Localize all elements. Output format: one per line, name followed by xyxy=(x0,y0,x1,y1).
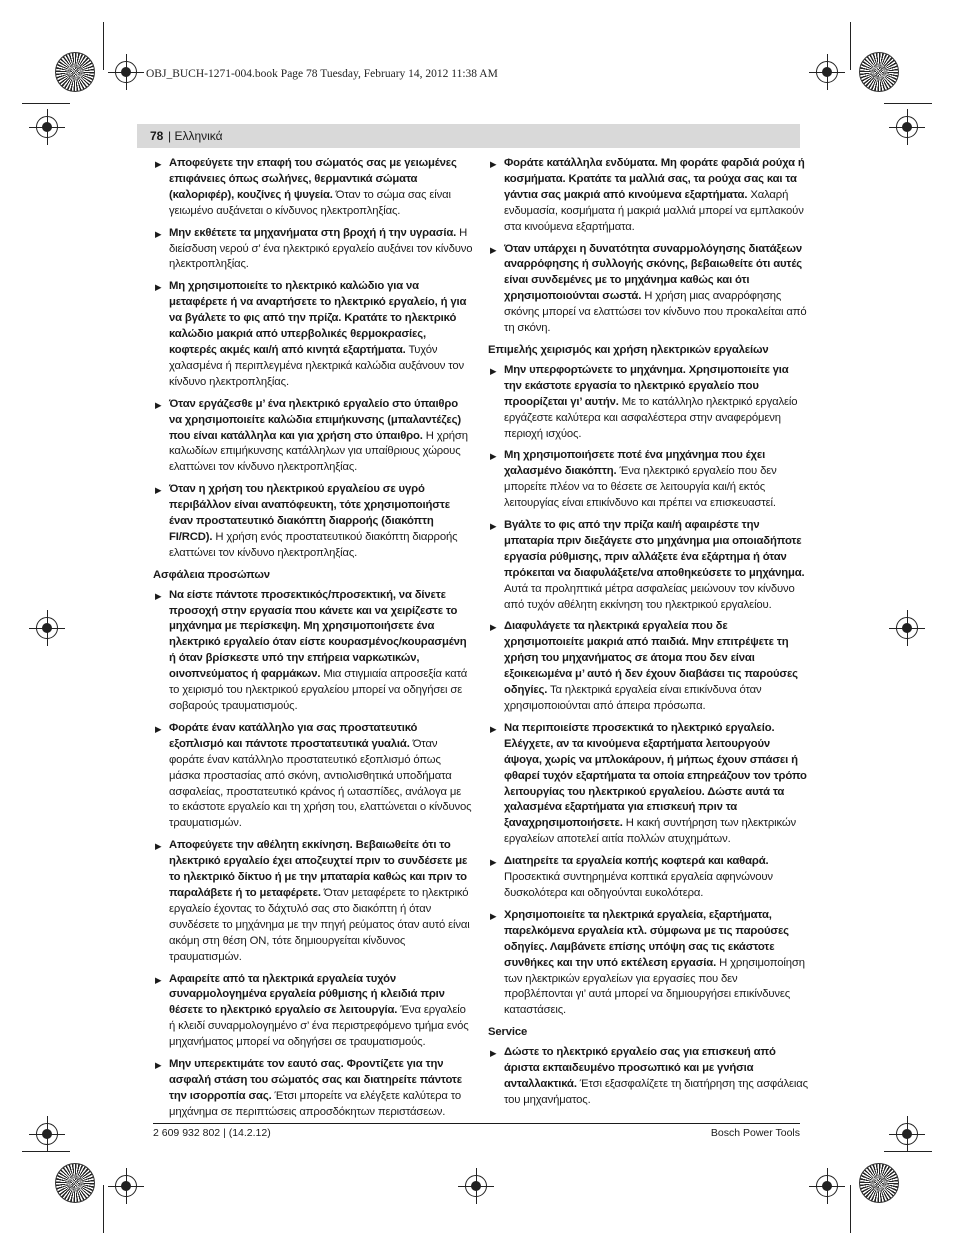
instruction-explanation: Έτσι εξασφαλίζετε τη διατήρηση της ασφάλειας του μηχανήματος. xyxy=(504,1077,808,1106)
safety-instruction xyxy=(488,156,808,236)
registration-mark-icon xyxy=(896,1123,918,1145)
instruction-emphasis: Διατηρείτε τα εργαλεία κοπής κοφτερά και καθαρά. xyxy=(504,855,769,868)
registration-mark-icon xyxy=(36,116,58,138)
instruction-emphasis: Διαφυλάγετε τα ηλεκτρικά εργαλεία που δε χρησιμοποιείτε μακριά από παιδιά. Μην επιτρέψετε τη χρήση του μηχανήματος σε άτομα που δεν είναι εξοικειωμένα μ’ αυτό ή δεν έχουν διαβάσει τις παρούσες οδηγίες. xyxy=(504,620,798,697)
safety-instruction xyxy=(488,242,808,337)
instruction-explanation: Προσεκτικά συντηρημένα κοπτικά εργαλεία αφηνώνουν δυσκολότερα και οδηγούνται ευκολότερα. xyxy=(504,871,773,899)
color-bar-star-icon xyxy=(55,52,95,92)
instruction-emphasis: Δώστε το ηλεκτρικό εργαλείο σας για επισκευή από άριστα εκπαιδευμένο προσωπικό και με γνήσια ανταλλακτικά. xyxy=(504,1046,776,1090)
safety-instruction xyxy=(153,482,473,562)
instruction-emphasis: Χρησιμοποιείτε τα ηλεκτρικά εργαλεία, εξαρτήματα, παρελκόμενα εργαλεία κτλ. σύμφωνα με τις παρούσες οδηγίες. Λαμβάνετε επίσης υπόψη σας τις εκάστοτε συνθήκες και την υπό εκτέλεση εργασία. xyxy=(504,908,789,969)
footer-brand: Bosch Power Tools xyxy=(710,1127,800,1139)
crop-mark xyxy=(850,1185,851,1233)
crop-mark xyxy=(850,22,851,70)
registration-mark-icon xyxy=(115,1175,137,1197)
instruction-explanation: Η κακή συντήρηση των ηλεκτρικών εργαλείων αποτελεί αιτία πολλών ατυχημάτων. xyxy=(504,817,797,846)
color-bar-star-icon xyxy=(55,1163,95,1203)
crop-mark xyxy=(103,22,104,70)
color-bar-star-icon xyxy=(859,52,899,92)
safety-instruction xyxy=(488,518,808,613)
safety-instruction xyxy=(488,619,808,714)
instruction-explanation: Η χρήση ενός προστατευτικού διακόπτη διαρροής ελαττώνει τον κίνδυνο ηλεκτροπληξίας. xyxy=(169,530,458,559)
instruction-emphasis: Να περιποιείστε προσεκτικά το ηλεκτρικό εργαλείο. Ελέγχετε, αν τα κινούμενα εξαρτήματα λειτουργούν άψογα, χωρίς να μπλοκάρουν, ή μήπως έχουν σπάσει ή φθαρεί τυχόν εξαρτήματα τα οποία επηρεάζουν τον τρόπο λειτουργίας του ηλεκτρικού εργαλείου. Δώστε αυτά τα χαλασμένα εξαρτήματα για επισκευή πριν τα ξαναχρησιμοποιήσετε. xyxy=(504,721,807,830)
page-language: | Ελληνικά xyxy=(168,129,223,143)
safety-instruction xyxy=(488,363,808,443)
safety-instruction xyxy=(153,838,473,965)
instruction-emphasis: Μην εκθέτετε τα μηχανήματα στη βροχή ή την υγρασία. xyxy=(169,226,457,239)
safety-instruction xyxy=(153,721,473,832)
instruction-explanation: Ένα ηλεκτρικό εργαλείο που δεν μπορείτε πλέον να το θέσετε σε λειτουργία και/ή εκτός λειτουργίας είναι επικίνδυνο και πρέπει να επισκευαστεί. xyxy=(504,465,777,510)
instruction-emphasis: Μην υπερφορτώνετε το μηχάνημα. Χρησιμοποιείτε για την εκάστοτε εργασία το ηλεκτρικό εργαλείο που προορίζεται γι’ αυτήν. xyxy=(504,363,789,408)
instruction-explanation: Χαλαρή ενδυμασία, κοσμήματα ή μακριά μαλλιά μπορεί να εμπλακούν στα κινούμενα εξαρτήματα. xyxy=(504,188,804,233)
safety-instruction xyxy=(153,397,473,477)
instruction-explanation: Έτσι μπορείτε να ελέγξετε καλύτερα το μηχάνημα σε περιπτώσεις απροσδόκητων περιστάσεων. xyxy=(169,1089,462,1118)
instruction-emphasis: Όταν η χρήση του ηλεκτρικού εργαλείου σε υγρό περιβάλλον είναι αναπόφευκτη, τότε χρησιμοποιήστε έναν προστατευτικό διακόπτη διαρροής (διακόπτη FI/RCD). xyxy=(169,483,450,543)
page-number: 78 xyxy=(150,129,164,143)
footer-rule xyxy=(153,1123,800,1124)
instruction-emphasis: Αποφεύγετε την επαφή του σώματός σας με γειωμένες επιφάνειες όπως σωλήνες, θερμαντικά σώματα (καλοριφέρ), κουζίνες ή ψυγεία. xyxy=(169,157,457,201)
registration-mark-icon xyxy=(896,116,918,138)
safety-instruction xyxy=(153,1057,473,1121)
safety-instruction xyxy=(153,279,473,390)
instruction-explanation: Αυτά τα προληπτικά μέτρα ασφαλείας μειώνουν τον κίνδυνο από τυχόν αθέλητη εκκίνηση του ηλεκτρικού εργαλείου. xyxy=(504,582,795,611)
registration-mark-icon xyxy=(896,617,918,639)
page-header xyxy=(137,124,800,148)
instruction-emphasis: Φοράτε έναν κατάλληλο για σας προστατευτικό εξοπλισμό και πάντοτε προστατευτικά γυαλιά. xyxy=(169,721,418,750)
instruction-explanation: Η διείσδυση νερού σ’ ένα ηλεκτρικό εργαλείο αυξάνει τον κίνδυνο ηλεκτροπληξίας. xyxy=(169,226,473,271)
crop-mark xyxy=(103,1185,104,1233)
instruction-emphasis: Να είστε πάντοτε προσεκτικός/προσεκτική, να δίνετε προσοχή στην εργασία που κάνετε και να χειρίζεστε το μηχάνημα με περίσκεψη. Μη χρησιμοποιήσετε ένα ηλεκτρικό εργαλείο όταν είστε κουρασμένος/κουρασμένη ή όταν βρίσκεστε υπό την επήρεια ναρκωτικών, οινοπνεύματος ή φαρμάκων. xyxy=(169,588,467,681)
instruction-emphasis: Μην υπερεκτιμάτε τον εαυτό σας. Φροντίζετε για την ασφαλή στάση του σώματός σας και διατηρείτε πάντοτε την ισορροπία σας. xyxy=(169,1058,462,1102)
instruction-emphasis: Αφαιρείτε από τα ηλεκτρικά εργαλεία τυχόν συναρμολογημένα εργαλεία ρύθμισης ή κλειδιά πριν θέσετε το ηλεκτρικό εργαλείο σε λειτουργία. xyxy=(169,972,445,1017)
instruction-explanation: Όταν φοράτε έναν κατάλληλο προστατευτικό εξοπλισμό όπως μάσκα προστασίας από σκόνη, αντιολισθητικά υποδήματα ασφαλείας, προστατευτικό κράνος ή ωτασπίδες, ανάλογα με το εκάστοτε εργαλείο και τη χρήση του, ελαττώνεται ο κίνδυνος τραυματισμών. xyxy=(169,737,472,830)
safety-instruction xyxy=(153,226,473,274)
safety-instruction xyxy=(488,908,808,1019)
safety-instruction xyxy=(153,972,473,1052)
section-heading: Επιμελής χειρισμός και χρήση ηλεκτρικών εργαλείων xyxy=(488,343,769,356)
instruction-emphasis: Βγάλτε το φις από την πρίζα και/ή αφαιρέστε την μπαταρία πριν διεξάγετε στο μηχάνημα μια οποιαδήποτε εργασία ρύθμισης, πριν αλλάξετε ένα εξάρτημα ή όταν πρόκειται να διαφυλάξετε/να αποθηκεύσετε το μηχάνημα. xyxy=(504,519,805,579)
instruction-emphasis: Μη χρησιμοποιήσετε ποτέ ένα μηχάνημα που έχει χαλασμένο διακόπτη. xyxy=(504,449,766,478)
safety-instruction xyxy=(488,448,808,512)
color-bar-star-icon xyxy=(859,1163,899,1203)
safety-instruction xyxy=(153,156,473,220)
right-column xyxy=(488,156,808,1115)
instruction-explanation: Μια στιγμιαία απροσεξία κατά το χειρισμό του ηλεκτρικού εργαλείου μπορεί να οδηγήσει σε σοβαρούς τραυματισμούς. xyxy=(169,668,468,712)
instruction-explanation: Τυχόν χαλασμένα ή περιπλεγμένα ηλεκτρικά καλώδια αυξάνουν τον κίνδυνο ηλεκτροπληξίας. xyxy=(169,343,465,388)
print-slug: OBJ_BUCH-1271-004.book Page 78 Tuesday, February 14, 2012 11:38 AM xyxy=(146,68,498,80)
safety-instruction xyxy=(488,854,808,902)
instruction-explanation: Όταν μεταφέρετε το ηλεκτρικό εργαλείο έχοντας το δάχτυλό σας στο διακόπτη ή όταν συνδέσετε το μηχάνημα με την πηγή ρεύματος όταν αυτό είναι ακόμη στη θέση ON, τότε δημιουργείται κίνδυνος τραυματισμών. xyxy=(169,886,470,963)
instruction-emphasis: Φοράτε κατάλληλα ενδύματα. Μη φοράτε φαρδιά ρούχα ή κοσμήματα. Κρατάτε τα μαλλιά σας, τα ρούχα σας και τα γάντια σας μακριά από κινούμενα εξαρτήματα. xyxy=(504,157,805,201)
left-column xyxy=(153,156,473,1127)
crop-mark xyxy=(22,103,70,104)
instruction-emphasis: Όταν υπάρχει η δυνατότητα συναρμολόγησης διατάξεων αναρρόφησης ή συλλογής σκόνης, βεβαιωθείτε ότι αυτές είναι συνδεμένες με το μηχάνημα καθώς και ότι χρησιμοποιούνται σωστά. xyxy=(504,242,802,303)
registration-mark-icon xyxy=(115,61,137,83)
footer-doc-number: 2 609 932 802 | (14.2.12) xyxy=(153,1127,271,1139)
registration-mark-icon xyxy=(816,1175,838,1197)
crop-mark xyxy=(884,1151,932,1152)
instruction-explanation: Ένα εργαλείο ή κλειδί συναρμολογημένο σ’ ένα περιστρεφόμενο τμήμα ενός μηχανήματος μπορεί να οδηγήσει σε τραυματισμούς. xyxy=(169,1004,469,1049)
safety-instruction xyxy=(153,588,473,715)
instruction-explanation: Όταν το σώμα σας είναι γειωμένο αυξάνεται ο κίνδυνος ηλεκτροπληξίας. xyxy=(169,188,451,217)
registration-mark-icon xyxy=(36,617,58,639)
registration-mark-icon xyxy=(465,1175,487,1197)
crop-mark xyxy=(884,103,932,104)
safety-instruction xyxy=(488,1045,808,1109)
instruction-emphasis: Όταν εργάζεσθε μ’ ένα ηλεκτρικό εργαλείο στο ύπαιθρο να χρησιμοποιείτε καλώδια επιμήκυνσης (μπαλαντέζες) που είναι κατάλληλα και για χρήση στο ύπαιθρο. xyxy=(169,397,461,442)
instruction-explanation: Η χρήση μιας αναρρόφησης σκόνης μπορεί να ελαττώσει τον κίνδυνο που προκαλείται από τη σκόνη. xyxy=(504,290,807,335)
instruction-explanation: Τα ηλεκτρικά εργαλεία είναι επικίνδυνα όταν χρησιμοποιούνται από άπειρα πρόσωπα. xyxy=(504,684,762,712)
instruction-emphasis: Αποφεύγετε την αθέλητη εκκίνηση. Βεβαιωθείτε ότι το ηλεκτρικό εργαλείο έχει αποζευχτεί πριν το συνδέσετε με το ηλεκτρικό δίκτυο ή με την μπαταρία καθώς και πριν το παραλάβετε ή το μεταφέρετε. xyxy=(169,839,468,899)
instruction-explanation: Με το κατάλληλο ηλεκτρικό εργαλείο εργάζεστε καλύτερα και ασφαλέστερα στην αναφερόμενη περιοχή ισχύος. xyxy=(504,395,798,440)
instruction-explanation: Η χρήση καλωδίων επιμήκυνσης κατάλληλων για υπαίθριους χώρους ελαττώνει τον κίνδυνο ηλεκτροπληξίας. xyxy=(169,429,468,474)
section-heading: Ασφάλεια προσώπων xyxy=(153,568,270,581)
instruction-explanation: Η χρησιμοποίηση των ηλεκτρικών εργαλείων για εργασίες που δεν προβλέπονται γι’ αυτά μπορεί να δημιουργήσει επικίνδυνες καταστάσεις. xyxy=(504,956,805,1017)
safety-instruction xyxy=(488,721,808,848)
registration-mark-icon xyxy=(816,61,838,83)
section-heading: Service xyxy=(488,1026,528,1039)
instruction-emphasis: Μη χρησιμοποιείτε το ηλεκτρικό καλώδιο για να μεταφέρετε ή να αναρτήσετε το ηλεκτρικό εργαλείο, ή για να βγάλετε το φις από την πρίζα. Κρατάτε το ηλεκτρικό καλώδιο μακριά από υπερβολικές θερμοκρασίες, κοφτερές ακμές και/ή από κινητά εξαρτήματα. xyxy=(169,280,467,356)
registration-mark-icon xyxy=(36,1123,58,1145)
